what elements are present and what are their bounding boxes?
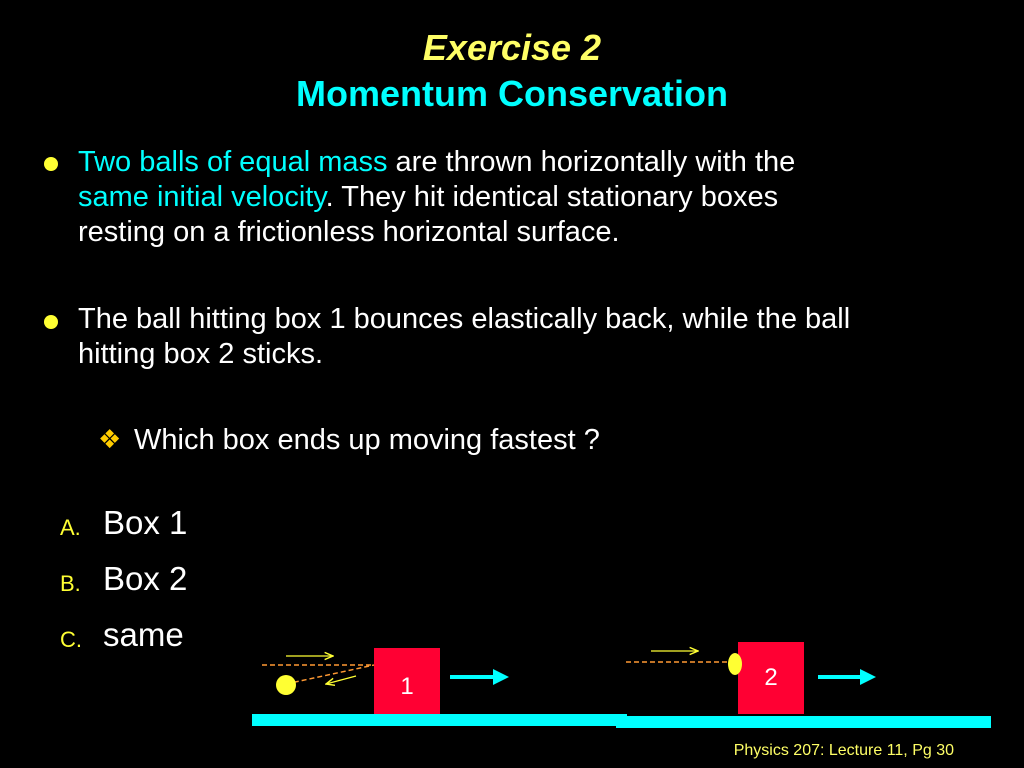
- choice-c-text[interactable]: same: [103, 616, 184, 653]
- choice-c-letter: C.: [60, 627, 82, 652]
- bounce-path-1: [286, 665, 374, 684]
- choice-b-letter: B.: [60, 571, 81, 596]
- bullet-1-line2: . They hit identical stationary boxes: [325, 181, 779, 213]
- velocity-out-arrow-1: [326, 676, 356, 684]
- diamond-bullet-icon: ❖: [98, 424, 122, 454]
- scene-box-1: [262, 656, 505, 695]
- choice-b-text[interactable]: Box 2: [103, 560, 188, 597]
- choice-a-letter: A.: [60, 515, 81, 540]
- bullet-1-line3: resting on a frictionless horizontal surface.: [78, 216, 620, 248]
- slide-footer: Physics 207: Lecture 11, Pg 30: [733, 742, 954, 759]
- highlight-equal-mass: Two balls of equal mass: [78, 146, 388, 178]
- slide-title-topic: Momentum Conservation: [295, 73, 729, 114]
- bullet-2-line2: hitting box 2 sticks.: [78, 338, 323, 370]
- sub-question: Which box ends up moving fastest ?: [134, 424, 600, 456]
- scene-box-2: [626, 651, 872, 677]
- bullet-1-line1: are thrown horizontally with the: [387, 146, 796, 178]
- ball-2: [728, 653, 742, 675]
- ball-1: [276, 675, 296, 695]
- box-1: 1: [374, 648, 440, 714]
- highlight-initial-velocity: same initial velocity: [78, 181, 326, 213]
- box-2: 2: [738, 642, 804, 714]
- slide-title-exercise: Exercise 2: [422, 27, 602, 68]
- bullet-2-line1: The ball hitting box 1 bounces elastically back, while the ball: [78, 303, 851, 335]
- choice-a-text[interactable]: Box 1: [103, 504, 188, 541]
